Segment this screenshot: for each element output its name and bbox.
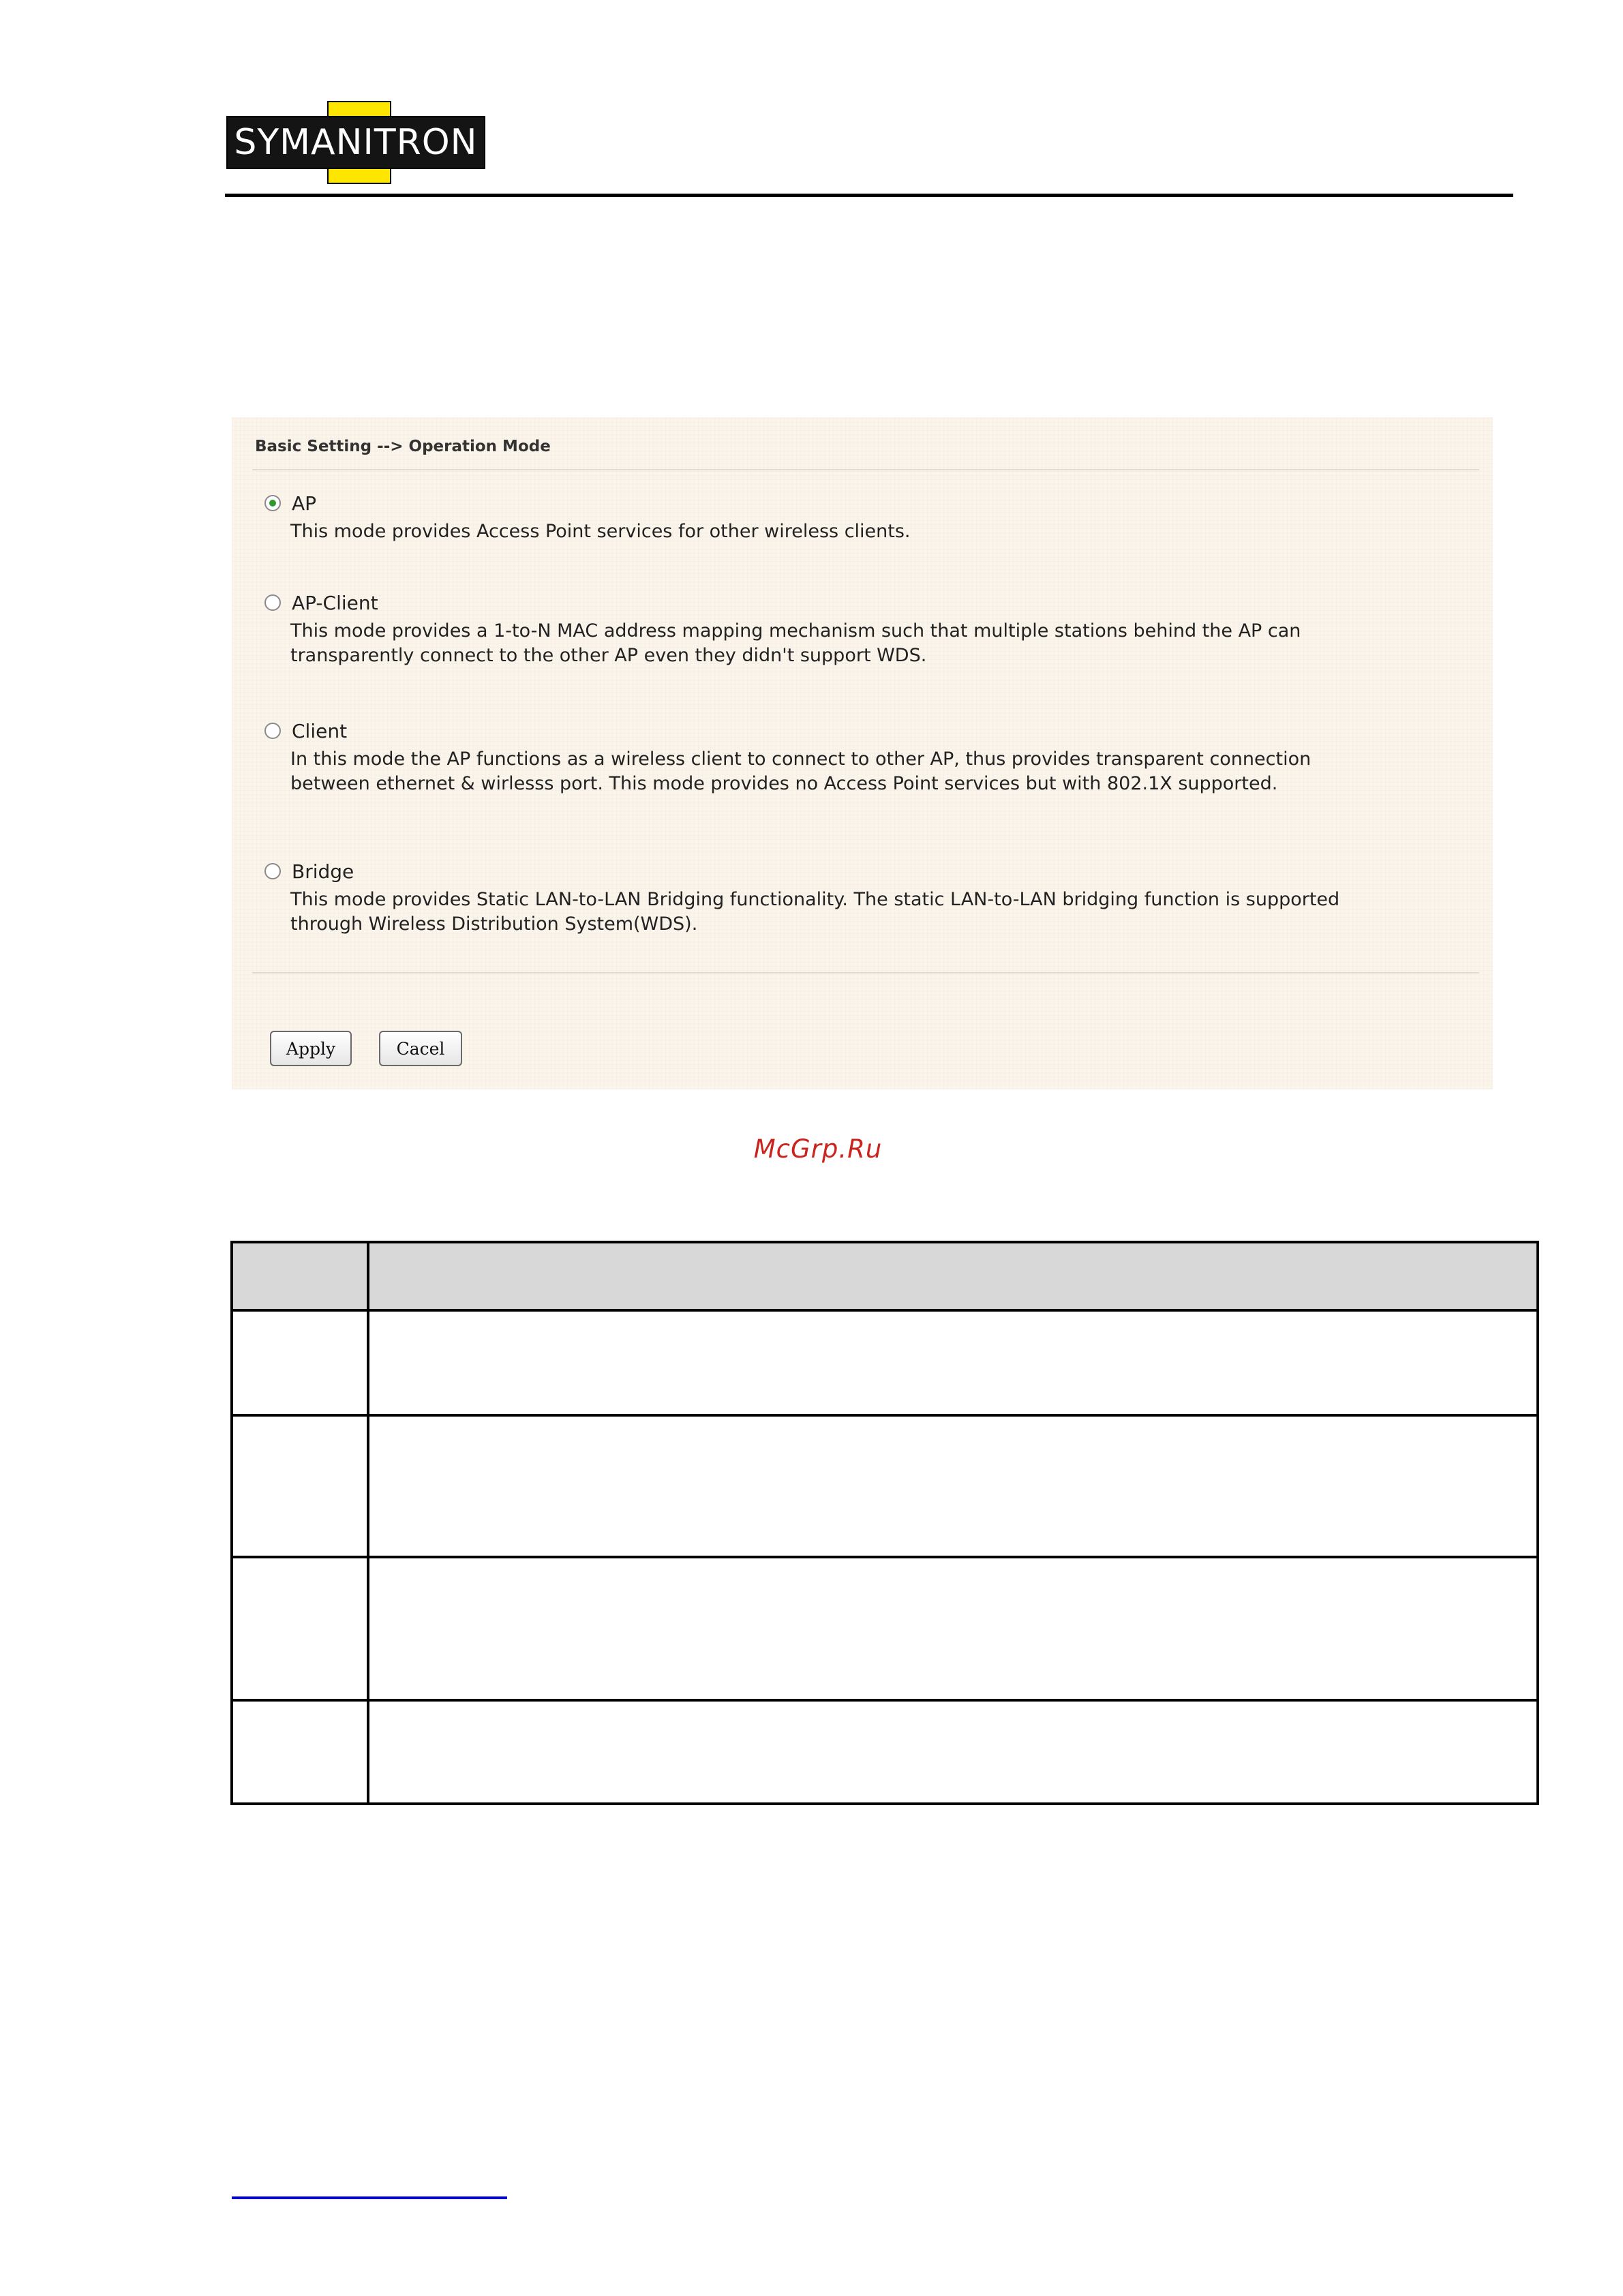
watermark: McGrp.Ru <box>753 1134 883 1164</box>
table-cell <box>232 1700 368 1804</box>
option-client-label: Client <box>292 720 348 742</box>
panel-divider-bottom <box>252 972 1479 973</box>
table-cell <box>232 1415 368 1557</box>
table-row <box>232 1310 1538 1415</box>
table-cell <box>368 1557 1538 1700</box>
cancel-button[interactable]: Cacel <box>379 1031 462 1066</box>
radio-ap-client[interactable] <box>264 594 281 611</box>
table-cell <box>232 1310 368 1415</box>
option-ap-client-description: This mode provides a 1-to-N MAC address mapping mechanism such that multiple stations behind the AP can transparently connect to the other AP even they didn't support WDS. <box>290 620 1301 666</box>
panel-divider-top <box>252 469 1479 470</box>
option-ap-label: AP <box>292 492 317 515</box>
option-client-description: In this mode the AP functions as a wireless client to connect to other AP, thus provides transparent connection between ethernet & wirlesss port. This mode provides no Access Point services but with 802.1X supported. <box>290 749 1311 794</box>
apply-button[interactable]: Apply <box>270 1031 352 1066</box>
table-cell <box>368 1310 1538 1415</box>
radio-bridge[interactable] <box>264 863 281 879</box>
table-row <box>232 1700 1538 1804</box>
radio-ap[interactable] <box>264 495 281 511</box>
symanitron-logo <box>226 101 485 184</box>
description-table <box>230 1241 1539 1805</box>
logo-text: SYMANITRON <box>234 122 478 163</box>
option-bridge-label: Bridge <box>292 860 354 883</box>
operation-mode-panel <box>232 417 1493 1089</box>
option-ap-client-label: AP-Client <box>292 592 378 614</box>
header-divider <box>225 194 1513 197</box>
option-bridge-description: This mode provides Static LAN-to-LAN Bridging functionality. The static LAN-to-LAN bridging function is supported through Wireless Distribution System(WDS). <box>290 889 1340 935</box>
table-row <box>232 1557 1538 1700</box>
table-cell <box>368 1700 1538 1804</box>
table-header-row <box>232 1242 1538 1310</box>
table-cell <box>368 1415 1538 1557</box>
breadcrumb: Basic Setting --> Operation Mode <box>255 438 551 455</box>
option-ap-description: This mode provides Access Point services for other wireless clients. <box>290 521 911 542</box>
table-header-cell <box>232 1242 368 1310</box>
table-row <box>232 1415 1538 1557</box>
table-cell <box>232 1557 368 1700</box>
radio-client[interactable] <box>264 723 281 739</box>
table-header-cell <box>368 1242 1538 1310</box>
footer-link-underline[interactable] <box>232 2196 507 2199</box>
